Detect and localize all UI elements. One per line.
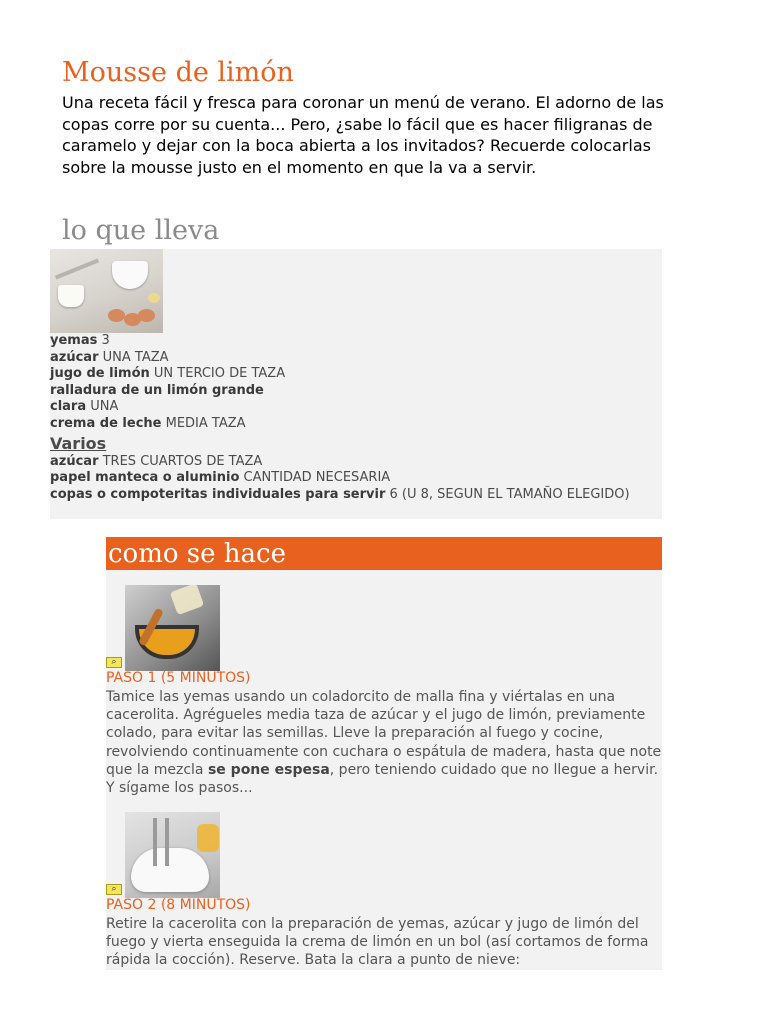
magnify-icon[interactable]: ⌕	[106, 657, 122, 668]
ingredient-item: ralladura de un limón grande	[50, 382, 264, 398]
ingredients-photo	[50, 249, 163, 333]
step-1-label: PASO 1 (5 MINUTOS)	[106, 670, 251, 686]
step-2-text: Retire la cacerolita con la preparación de yemas, azúcar y jugo de limón del fuego y vierta enseguida la crema de limón en un bol (así cortamos de forma rápida la cocción). Reserve. Bata la clara a punto de nieve:	[106, 916, 649, 969]
ingredient-item: yemas 3	[50, 333, 110, 348]
varios-heading: Varios	[50, 433, 107, 453]
step-2-label: PASO 2 (8 MINUTOS)	[106, 897, 251, 913]
ingredients-list	[50, 333, 662, 503]
recipe-intro: Una receta fácil y fresca para coronar un menú de verano. El adorno de las copas corre por su cuenta... Pero, ¿sabe lo fácil que es hacer filigranas de caramelo y dejar con la boca abierta a los invitados? Recuerde colocarlas sobre la mousse justo en el momento en que la va a servir.	[62, 93, 664, 177]
varios-item: azúcar TRES CUARTOS DE TAZA	[50, 453, 263, 469]
ingredient-item: crema de leche MEDIA TAZA	[50, 415, 246, 431]
method-heading-bar	[106, 537, 662, 570]
step-2-photo[interactable]	[125, 812, 220, 898]
step-1-photo[interactable]	[125, 585, 220, 671]
step-1-text: Tamice las yemas usando un coladorcito de malla fina y viértalas en una cacerolita. Agrégueles media taza de azúcar y el jugo de limón, previamente colado, para evitar las semillas. Lleve la preparación al fuego y cocine, revolviendo continuamente con cuchara o espátula de madera, hasta que note que la mezcla se pone espesa, pero teniendo cuidado que no llegue a hervir. Y sígame los pasos...	[106, 689, 662, 797]
ingredient-item: clara UNA	[50, 399, 119, 415]
method-heading: como se hace	[108, 539, 286, 569]
steps-box	[106, 570, 662, 970]
ingredients-box	[50, 249, 662, 519]
ingredients-heading: lo que lleva	[62, 215, 220, 246]
recipe-title: Mousse de limón	[62, 57, 294, 88]
magnify-icon[interactable]: ⌕	[106, 884, 122, 895]
varios-item: papel manteca o aluminio CANTIDAD NECESARIA	[50, 470, 391, 486]
ingredient-item: azúcar UNA TAZA	[50, 349, 169, 365]
ingredient-item: jugo de limón UN TERCIO DE TAZA	[50, 366, 286, 382]
varios-item: copas o compoteritas individuales para servir 6 (U 8, SEGUN EL TAMAÑO ELEGIDO)	[50, 486, 630, 502]
